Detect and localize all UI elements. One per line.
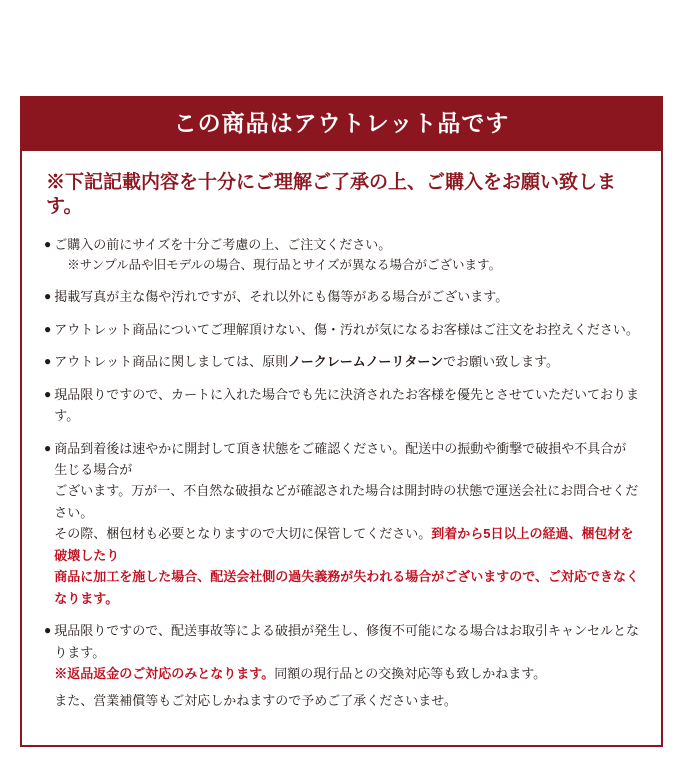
bullet-icon: ● [44,321,52,336]
notice-text-warning: 商品に加工を施した場合、配送会社側の過失義務が失われる場合がございますので、ご対応できなくなります。 [54,569,639,606]
notice-item-line: アウトレット商品についてご理解頂けない、傷・汚れが気になるお客様はご注文をお控えください。 [54,321,639,337]
notice-item-line: ご購入の前にサイズを十分ご考慮の上、ご注文ください。 [54,236,392,252]
bullet-icon: ● [44,386,52,401]
notice-item-line: ございます。万が一、不自然な破損などが確認された場合は開封時の状態で運送会社にお問合せください。 [54,483,639,520]
notice-item-line: 掲載写真が主な傷や汚れですが、それ以外にも傷等がある場合がございます。 [54,289,509,305]
notice-item [44,620,639,712]
outlet-notice-panel [20,96,663,747]
notice-item-text [54,286,639,307]
notice-item [44,234,639,275]
notice-lead-text: ※下記記載内容を十分にご理解ご了承の上、ご購入をお願い致します。 [46,171,617,218]
notice-item-line: 現品限りですので、カートに入れた場合でも先に決済されたお客様を優先とさせていただいております。 [54,386,639,424]
notice-body [22,151,661,745]
notice-text-part: その際、梱包材も必要となりますので大切に保管してください。 [54,526,432,542]
notice-text-warning: ※返品返金のご対応のみとなります。 [54,665,275,681]
notice-item-text [54,620,639,712]
notice-text-emphasis: ノークレームノーリターン [288,354,444,370]
notice-header-title: この商品はアウトレット品です [22,98,661,151]
notice-item [44,351,639,372]
notice-item-text [54,438,639,610]
notice-text-part: でお願い致します。 [443,354,560,370]
notice-item-text [54,234,639,275]
bullet-icon: ● [44,440,52,455]
notice-item-subline: ※サンプル品や旧モデルの場合、現行品とサイズが異なる場合がございます。 [67,258,502,273]
notice-item [44,319,639,340]
notice-text-part: アウトレット商品に関しましては、原則 [54,354,289,370]
notice-item-text [54,319,639,340]
notice-item-line [54,663,639,684]
notice-item-line [54,523,639,566]
bullet-icon: ● [44,354,52,369]
bullet-icon: ● [44,236,52,251]
notice-item [44,438,639,610]
notice-item-line [54,351,639,372]
bullet-icon: ● [44,289,52,304]
bullet-icon: ● [44,623,52,638]
notice-item-line: 現品限りですので、配送事故等による破損が発生し、修復不可能になる場合はお取引キャンセルとなります。 [54,623,639,660]
notice-item-text [54,384,639,427]
notice-item-line: 商品到着後は速やかに開封して頂き状態をご確認ください。配送中の振動や衝撃で破損や不具合が生じる場合が [54,440,627,478]
notice-item [44,286,639,307]
notice-item [44,384,639,427]
notice-text-warning: 到着から5日以上の経過、梱包材を破壊したり [54,526,634,563]
notice-item-text [54,351,639,372]
notice-item-line: また、営業補償等もご対応しかねますので予めご了承くださいませ。 [54,693,457,709]
notice-text-part: 同額の現行品との交換対応等も致しかねます。 [274,665,547,681]
